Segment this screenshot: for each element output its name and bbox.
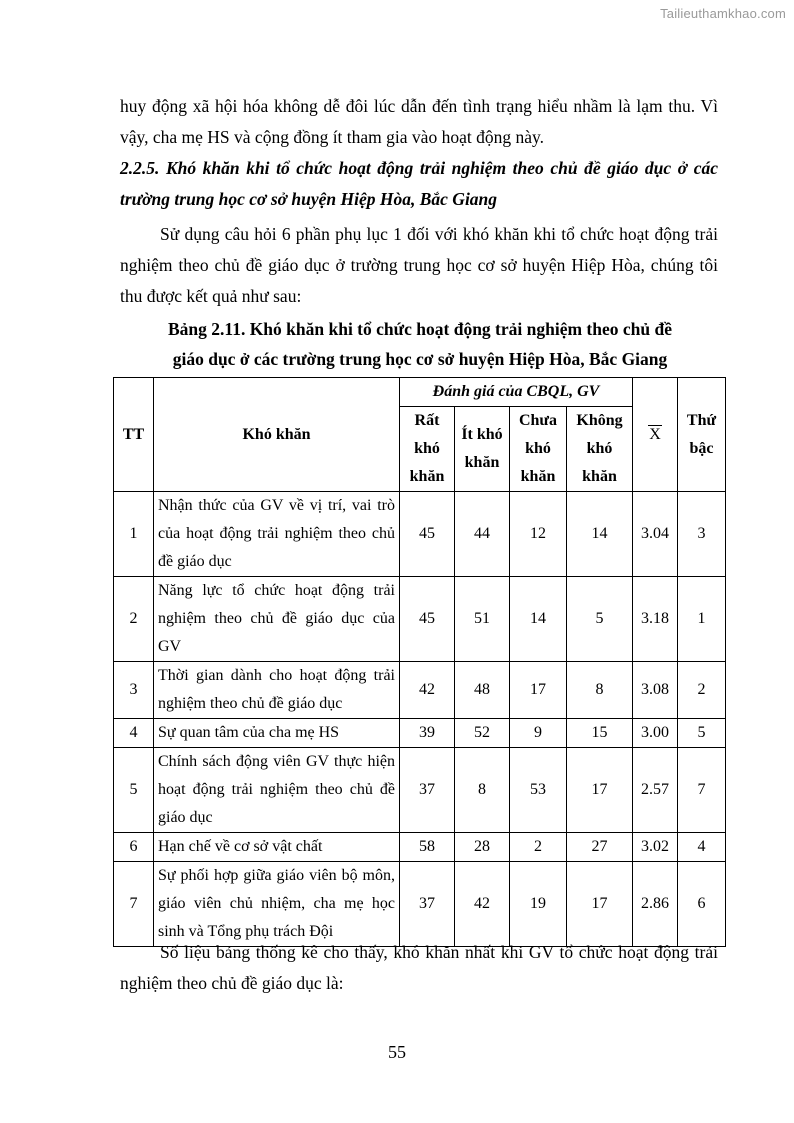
closing-paragraph: Số liệu bảng thống kê cho thấy, khó khăn nhất khi GV tổ chức hoạt động trải nghiệm theo chủ đề giáo dục là:: [120, 942, 718, 993]
row-not-yet: 14: [510, 577, 567, 662]
row-rank: 6: [678, 862, 726, 947]
row-not-yet: 12: [510, 492, 567, 577]
row-not-hard: 15: [567, 719, 633, 748]
table-row: [114, 748, 726, 833]
header-mean: [633, 378, 678, 492]
row-text: Chính sách động viên GV thực hiện hoạt động trải nghiệm theo chủ đề giáo dục: [154, 748, 400, 833]
table-caption-line2: giáo dục ở các trường trung học cơ sở huyện Hiệp Hòa, Bắc Giang: [172, 349, 668, 369]
row-text: Năng lực tổ chức hoạt động trải nghiệm theo chủ đề giáo dục của GV: [154, 577, 400, 662]
row-hard: 48: [455, 662, 510, 719]
row-text: Thời gian dành cho hoạt động trải nghiệm theo chủ đề giáo dục: [154, 662, 400, 719]
row-rank: 5: [678, 719, 726, 748]
row-tt: 5: [114, 748, 154, 833]
row-mean: 3.18: [633, 577, 678, 662]
row-tt: 7: [114, 862, 154, 947]
row-hard: 51: [455, 577, 510, 662]
row-mean: 3.02: [633, 833, 678, 862]
row-very-hard: 37: [400, 748, 455, 833]
header-tt: TT: [114, 378, 154, 492]
table-row: [114, 862, 726, 947]
row-rank: 1: [678, 577, 726, 662]
row-not-hard: 8: [567, 662, 633, 719]
row-mean: 2.57: [633, 748, 678, 833]
row-not-yet: 53: [510, 748, 567, 833]
row-not-hard: 14: [567, 492, 633, 577]
row-tt: 4: [114, 719, 154, 748]
header-evaluation-group: Đánh giá của CBQL, GV: [400, 378, 633, 407]
row-hard: 52: [455, 719, 510, 748]
page-number: 55: [388, 1042, 406, 1062]
header-difficulty: Khó khăn: [154, 378, 400, 492]
row-not-hard: 17: [567, 862, 633, 947]
table-row: [114, 719, 726, 748]
body-paragraph: Sử dụng câu hỏi 6 phần phụ lục 1 đối với khó khăn khi tổ chức hoạt động trải nghiệm theo chủ đề giáo dục ở trường trung học cơ sở huyện Hiệp Hòa, chúng tôi thu được kết quả như sau:: [120, 224, 718, 306]
row-tt: 6: [114, 833, 154, 862]
row-not-yet: 9: [510, 719, 567, 748]
mean-symbol: X: [649, 425, 661, 443]
table-row: [114, 662, 726, 719]
row-text: Sự quan tâm của cha mẹ HS: [154, 719, 400, 748]
row-hard: 44: [455, 492, 510, 577]
intro-paragraph: huy động xã hội hóa không dễ đôi lúc dẫn đến tình trạng hiểu nhầm là lạm thu. Vì vậy, cha mẹ HS và cộng đồng ít tham gia vào hoạt động này.: [120, 96, 718, 147]
row-text: Hạn chế về cơ sở vật chất: [154, 833, 400, 862]
row-not-yet: 2: [510, 833, 567, 862]
row-very-hard: 39: [400, 719, 455, 748]
header-rank: Thứ bậc: [678, 378, 726, 492]
row-tt: 2: [114, 577, 154, 662]
row-mean: 2.86: [633, 862, 678, 947]
row-mean: 3.04: [633, 492, 678, 577]
section-heading: 2.2.5. Khó khăn khi tổ chức hoạt động trải nghiệm theo chủ đề giáo dục ở các trường trung học cơ sở huyện Hiệp Hòa, Bắc Giang: [120, 158, 718, 209]
watermark: Tailieuthamkhao.com: [660, 6, 786, 21]
row-mean: 3.08: [633, 662, 678, 719]
row-not-yet: 17: [510, 662, 567, 719]
row-mean: 3.00: [633, 719, 678, 748]
header-not-hard: Không khó khăn: [567, 407, 633, 492]
row-very-hard: 45: [400, 577, 455, 662]
row-not-hard: 27: [567, 833, 633, 862]
difficulty-table: [113, 377, 726, 947]
row-not-yet: 19: [510, 862, 567, 947]
row-hard: 28: [455, 833, 510, 862]
row-tt: 1: [114, 492, 154, 577]
header-hard: Ít khó khăn: [455, 407, 510, 492]
row-hard: 8: [455, 748, 510, 833]
row-rank: 2: [678, 662, 726, 719]
row-not-hard: 17: [567, 748, 633, 833]
row-very-hard: 37: [400, 862, 455, 947]
row-text: Nhận thức của GV về vị trí, vai trò của hoạt động trải nghiệm theo chủ đề giáo dục: [154, 492, 400, 577]
row-rank: 3: [678, 492, 726, 577]
header-very-hard: Rất khó khăn: [400, 407, 455, 492]
row-rank: 4: [678, 833, 726, 862]
row-very-hard: 58: [400, 833, 455, 862]
row-hard: 42: [455, 862, 510, 947]
row-very-hard: 42: [400, 662, 455, 719]
table-row: [114, 833, 726, 862]
row-very-hard: 45: [400, 492, 455, 577]
table-row: [114, 577, 726, 662]
table-row: [114, 492, 726, 577]
row-rank: 7: [678, 748, 726, 833]
row-tt: 3: [114, 662, 154, 719]
table-caption-line1: Bảng 2.11. Khó khăn khi tổ chức hoạt động trải nghiệm theo chủ đề: [168, 319, 672, 339]
row-text: Sự phối hợp giữa giáo viên bộ môn, giáo viên chủ nhiệm, cha mẹ học sinh và Tổng phụ trách Đội: [154, 862, 400, 947]
header-not-yet: Chưa khó khăn: [510, 407, 567, 492]
row-not-hard: 5: [567, 577, 633, 662]
